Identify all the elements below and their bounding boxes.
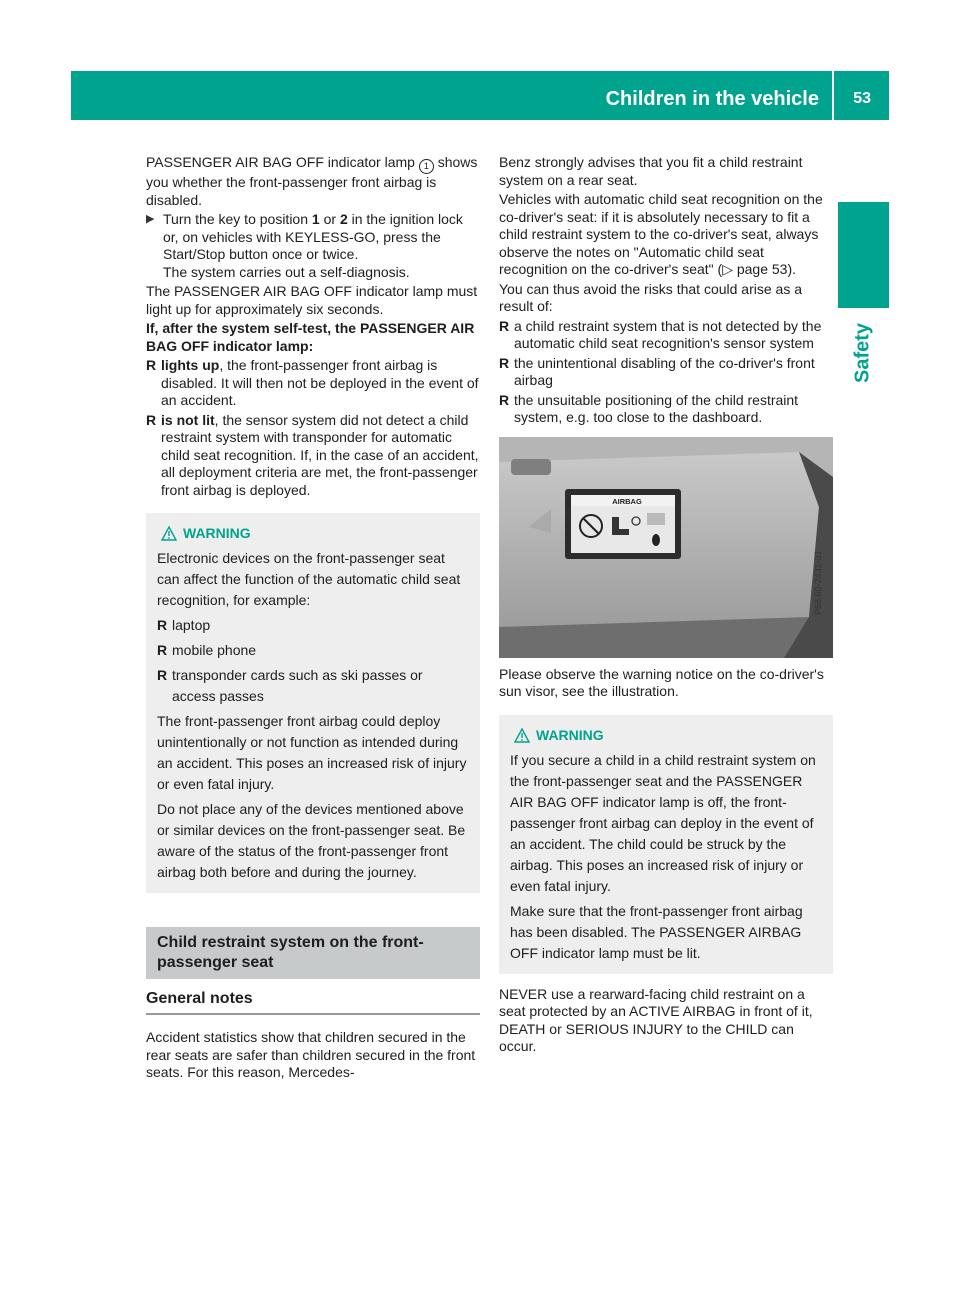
final-warning-paragraph: NEVER use a rearward-facing child restraint on a seat protected by an ACTIVE AIRBAG in front of it, DEATH or SERIOUS INJURY to the CHILD can occur. [499, 985, 813, 1054]
warning-box [146, 513, 480, 893]
page-header [71, 71, 889, 120]
general-paragraph: Accident statistics show that children secured in the rear seats are safer than children secured in the front seats. For this reason, Mercedes- [146, 1029, 476, 1080]
section-heading: Child restraint system on the front-passenger seat [146, 927, 480, 979]
self-test-heading: If, after the system self-test, the PASSENGER AIR BAG OFF indicator lamp: [146, 320, 475, 354]
sun-visor-illustration [499, 437, 833, 658]
warning-heading: WARNING [510, 725, 822, 746]
chapter-title: Children in the vehicle [605, 88, 819, 110]
callout-1-icon: 1 [419, 159, 434, 174]
list-item: R lights up, the front-passenger front airbag is disabled. It will then not be deployed in the event of an accident. [146, 357, 479, 408]
list-item: R is not lit, the sensor system did not detect a child restraint system with transponder for automatic child seat recognition. If, in the case of an accident, all deployment criteria are met, the front-passenger front airbag is deployed. [146, 411, 479, 498]
warning-box [499, 715, 833, 974]
bullet-icon: R [499, 317, 510, 334]
bullet-icon: R [146, 357, 157, 373]
bullet-icon: R [499, 391, 510, 408]
step-arrow-icon: ▶ [146, 213, 155, 225]
warning-icon [514, 728, 530, 743]
page-reference-link[interactable]: page 53 [736, 261, 788, 277]
warning-paragraph: If you secure a child in a child restraint system on the front-passenger seat and the PASSENGER AIR BAG OFF indicator lamp is off, the front-passenger front airbag can deploy in the event of an accident. The child could be struck by the airbag. This poses an increased risk of injury or even fatal injury. [510, 751, 816, 894]
bullet-icon: R [146, 411, 157, 428]
instruction-step: ▶ Turn the key to position 1 or 2 in the ignition lock or, on vehicles with KEYLESS-GO, press the Start/Stop button once or twice. The system carries out a self-diagnosis. [146, 211, 463, 280]
page-number: 53 [853, 90, 871, 107]
sun-visor-photo [499, 437, 833, 658]
warning-intro: Electronic devices on the front-passenger seat can affect the function of the automatic child seat recognition, for example: [157, 550, 461, 608]
advice-paragraph: Benz strongly advises that you fit a child restraint system on a rear seat. [499, 154, 803, 188]
intro-paragraph: PASSENGER AIR BAG OFF indicator lamp 1 shows you whether the front-passenger front airbag is disabled. [146, 154, 478, 208]
right-column [499, 154, 833, 1058]
bullet-icon: R [499, 354, 510, 371]
header-divider [832, 71, 834, 120]
section-label-text: Safety [851, 322, 874, 384]
list-item: R transponder cards such as ski passes or access passes [157, 667, 423, 704]
step-result: The system carries out a self-diagnosis. [163, 263, 410, 280]
section-tab [838, 202, 889, 308]
warning-paragraph: Make sure that the front-passenger front airbag has been disabled. The PASSENGER AIRBAG OFF indicator lamp must be lit. [510, 902, 803, 961]
list-item: R the unintentional disabling of the co-driver's front airbag [499, 354, 815, 388]
left-column [146, 154, 480, 1084]
subsection-heading: General notes [146, 983, 480, 1015]
warning-heading: WARNING [157, 523, 469, 544]
recognition-paragraph: Vehicles with automatic child seat recognition on the co-driver's seat: if it is absolutely necessary to fit a child restraint system to the co-driver's seat, always observe the notes on "Automatic child seat recognition on the co-driver's seat" (▷ page 53). [499, 191, 823, 277]
risks-paragraph: You can thus avoid the risks that could arise as a result of: [499, 280, 802, 314]
bullet-icon: R [157, 617, 168, 633]
bullet-icon: R [157, 642, 168, 658]
warning-paragraph: The front-passenger front airbag could deploy unintentionally or not function as intended during an accident. This poses an increased risk of injury or even fatal injury. [157, 713, 467, 792]
bullet-icon: R [157, 667, 168, 683]
page-ref-arrow-icon: ▷ [722, 261, 737, 277]
list-item: R mobile phone [157, 640, 469, 661]
section-label [838, 318, 889, 388]
list-item: R a child restraint system that is not detected by the automatic child seat recognition's sensor system [499, 317, 822, 351]
airbag-label: AIRBAG [612, 496, 642, 506]
list-item: R laptop [157, 615, 469, 636]
image-code: P68.60-2431-31 [813, 549, 823, 615]
lamp-paragraph: The PASSENGER AIR BAG OFF indicator lamp must light up for approximately six seconds. [146, 283, 478, 317]
list-item: R the unsuitable positioning of the child restraint system, e.g. too close to the dashboard. [499, 391, 799, 425]
illustration-caption: Please observe the warning notice on the co-driver's sun visor, see the illustration. [499, 665, 824, 699]
warning-paragraph: Do not place any of the devices mentioned above or similar devices on the front-passenger seat. Be aware of the status of the front-passenger front airbag both before and during the journey. [157, 801, 466, 880]
warning-icon [161, 526, 177, 541]
